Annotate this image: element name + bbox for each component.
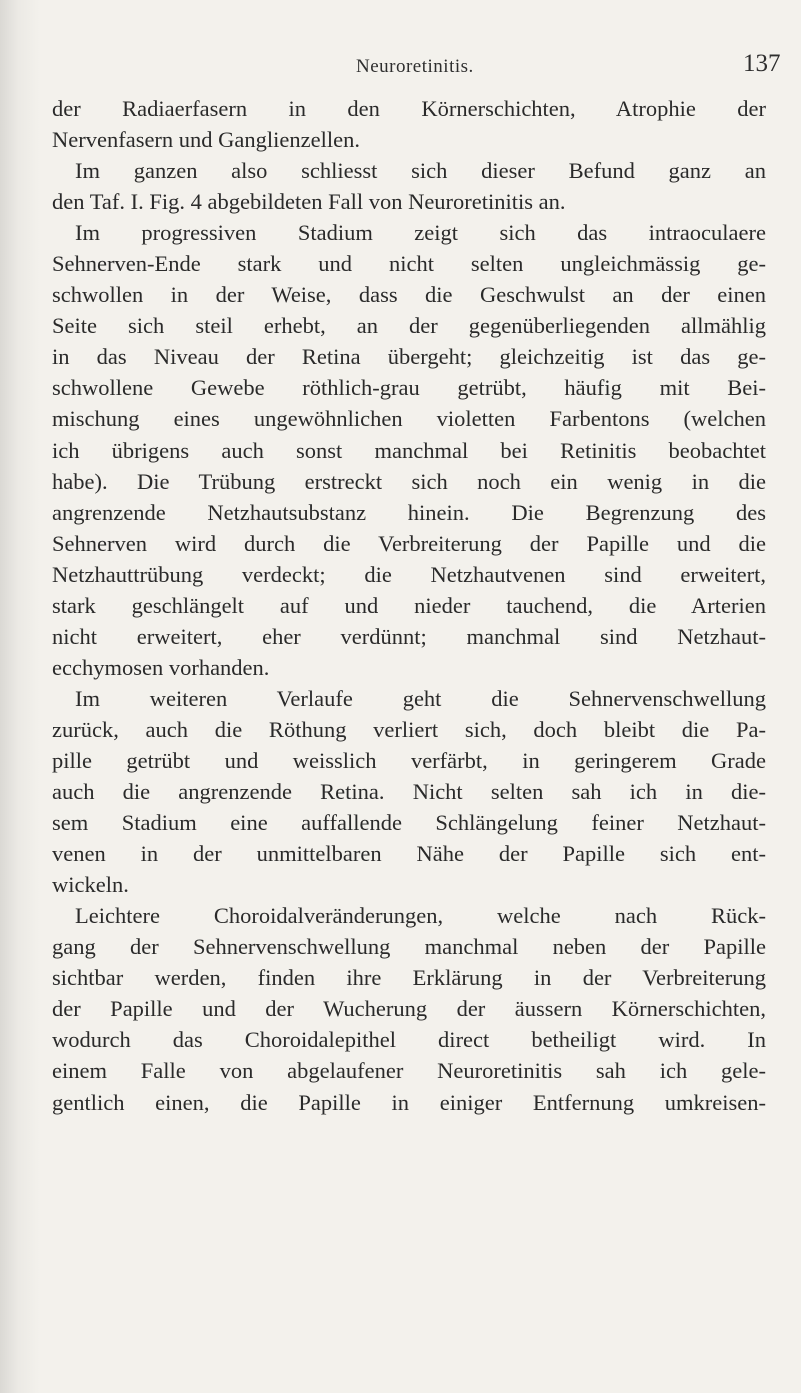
text-line: sem Stadium eine auffallende Schlängelung feiner Netzhaut-	[52, 810, 766, 836]
text-line: Seite sich steil erhebt, an der gegenüberliegenden allmählig	[52, 313, 766, 339]
text-line: schwollene Gewebe röthlich-grau getrübt, häufig mit Bei-	[52, 375, 766, 401]
text-line: nicht erweitert, eher verdünnt; manchmal sind Netzhaut-	[52, 623, 766, 649]
text-line: der Papille und der Wucherung der äussern Körnerschichten,	[52, 996, 766, 1022]
text-line: Nervenfasern und Ganglienzellen.	[52, 127, 360, 153]
text-line: stark geschlängelt auf und nieder tauchend, die Arterien	[52, 592, 766, 618]
text-line: wickeln.	[52, 872, 129, 898]
text-line: Sehnerven-Ende stark und nicht selten ungleichmässig ge-	[52, 251, 766, 277]
text-line: angrenzende Netzhautsubstanz hinein. Die Begrenzung des	[52, 499, 766, 525]
text-line: den Taf. I. Fig. 4 abgebildeten Fall von Neuroretinitis an.	[52, 189, 566, 215]
body-text	[52, 93, 766, 1118]
text-line: mischung eines ungewöhnlichen violetten Farbentons (welchen	[52, 406, 766, 432]
text-line: ich übrigens auch sonst manchmal bei Retinitis beobachtet	[52, 437, 766, 463]
text-line: der Radiaerfasern in den Körnerschichten, Atrophie der	[52, 96, 766, 121]
page-number: 137	[743, 50, 781, 77]
text-line: venen in der unmittelbaren Nähe der Papille sich ent-	[52, 841, 766, 867]
text-line: Netzhauttrübung verdeckt; die Netzhautvenen sind erweitert,	[52, 561, 766, 587]
text-line: einem Falle von abgelaufener Neuroretinitis sah ich gele-	[52, 1058, 766, 1084]
text-line: Im progressiven Stadium zeigt sich das intraoculaere	[75, 220, 766, 246]
text-line: Sehnerven wird durch die Verbreiterung der Papille und die	[52, 530, 766, 556]
text-line: in das Niveau der Retina übergeht; gleichzeitig ist das ge-	[52, 344, 766, 370]
page-header	[0, 50, 801, 84]
text-line: auch die angrenzende Retina. Nicht selten sah ich in die-	[52, 779, 766, 805]
text-line: gentlich einen, die Papille in einiger Entfernung umkreisen-	[52, 1089, 766, 1115]
text-line: Leichtere Choroidalveränderungen, welche nach Rück-	[75, 903, 766, 929]
text-line: Im weiteren Verlaufe geht die Sehnervenschwellung	[75, 685, 766, 711]
text-line: wodurch das Choroidalepithel direct betheiligt wird. In	[52, 1027, 766, 1053]
text-line: ecchymosen vorhanden.	[52, 654, 270, 680]
text-line: pille getrübt und weisslich verfärbt, in geringerem Grade	[52, 747, 766, 773]
text-line: gang der Sehnervenschwellung manchmal neben der Papille	[52, 934, 766, 960]
text-line: sichtbar werden, finden ihre Erklärung in der Verbreiterung	[52, 965, 766, 991]
text-line: zurück, auch die Röthung verliert sich, doch bleibt die Pa-	[52, 716, 766, 742]
text-line: schwollen in der Weise, dass die Geschwulst an der einen	[52, 282, 766, 308]
text-line: Im ganzen also schliesst sich dieser Befund ganz an	[75, 158, 766, 184]
text-line: habe). Die Trübung erstreckt sich noch ein wenig in die	[52, 468, 766, 494]
running-title: Neuroretinitis.	[356, 56, 474, 77]
